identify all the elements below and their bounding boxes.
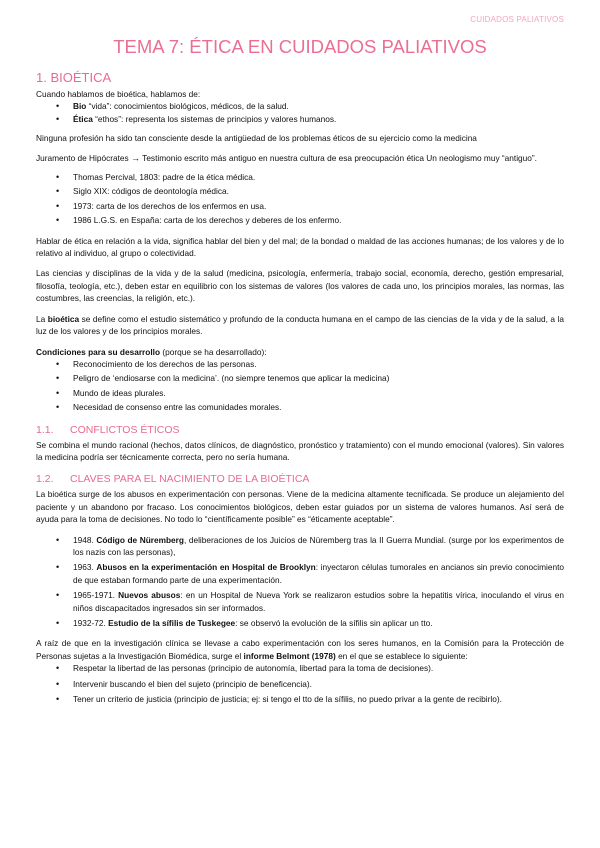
history-list (36, 171, 564, 227)
list-item: • 1986 L.G.S. en España: carta de los derechos y deberes de los enfermo. (36, 214, 564, 226)
list-item: • 1948. Código de Nüremberg, deliberaciones de los Juicios de Nüremberg tras la II Guerra Mundial. (surge por los experimentos de los nazis con las personas), (36, 534, 564, 559)
list-item: • 1973: carta de los derechos de los enfermos en usa. (36, 200, 564, 212)
paragraph-hablar: Hablar de ética en relación a la vida, significa hablar del bien y del mal; de la bondad o maldad de las acciones humanas; de los valores y de lo relativo al individuo, al grupo o colectividad. (36, 235, 564, 259)
list-item: • Reconocimiento de los derechos de las personas. (36, 358, 564, 370)
list-item: • 1932-72. Estudio de la sífilis de Tuskegee: se observó la evolución de la sífilis sin aplicar un tto. (36, 617, 564, 629)
paragraph-conflictos: Se combina el mundo racional (hechos, datos clínicos, de diagnóstico, pronóstico y tratamiento) con el mundo emocional (valores). Sin valores la medicina podría ser técnicamente correcta, pero no sería humana. (36, 439, 564, 462)
paragraph-juramento: Juramento de Hipócrates → Testimonio escrito más antiguo en nuestra cultura de esa preocupación ética Un neologismo muy “antiguo”. (36, 152, 537, 163)
paragraph-belmont: A raíz de que en la investigación clínica se llevase a cabo experimentación con los seres humanos, en la Comisión para la Protección de Personas sujetas a la Investigación Biomédica, surge el informe Belmont (1978) en el que se establece lo siguiente: (36, 638, 564, 661)
list-item: • Bio “vida”: conocimientos biológicos, médicos, de la salud. (36, 100, 564, 112)
paragraph-definicion: La bioética se define como el estudio sistemático y profundo de la conducta humana en el campo de las ciencias de la vida y de la salud, a la luz de los valores y de los principios morales. (36, 313, 564, 337)
definition-list (36, 100, 564, 125)
list-item: • Mundo de ideas plurales. (36, 387, 564, 399)
list-item: • 1965-1971. Nuevos abusos: en un Hospital de Nueva York se realizaron estudios sobre la hepatitis vírica, inoculando el virus en niños discapacitados ingresados sin ser informados. (36, 589, 564, 614)
conditions-list (36, 358, 564, 414)
list-item: • Peligro de ‘endiosarse con la medicina’. (no siempre tenemos que aplicar la medicina) (36, 372, 564, 384)
section-heading-bioetica: 1. BIOÉTICA (36, 70, 112, 85)
arrow-right-icon: → (131, 152, 141, 163)
list-item: • Thomas Percival, 1803: padre de la ética médica. (36, 171, 564, 183)
list-item: • Ética “ethos”: representa los sistemas de principios y valores humanos. (36, 113, 564, 125)
page-title: TEMA 7: ÉTICA EN CUIDADOS PALIATIVOS (113, 36, 487, 57)
list-item: • Tener un criterio de justicia (principio de justicia; ej: si tengo el tto de la sífilis, no puedo privar a la gente de recibirlo). (36, 693, 564, 705)
list-item: • Intervenir buscando el bien del sujeto (principio de beneficencia). (36, 678, 564, 690)
paragraph-ciencias: Las ciencias y disciplinas de la vida y de la salud (medicina, psicología, enfermería, trabajo social, economía, derecho, gestión empresarial, filosofía, teología, etc.), deben estar en equilibrio con los sistemas de valores (los valores de cada uno, los principios morales, las normas, las costumbres, las creencias, la religión, etc.). (36, 268, 564, 304)
running-header: CUIDADOS PALIATIVOS (470, 15, 564, 24)
paragraph-intro: Cuando hablamos de bioética, hablamos de: (36, 89, 201, 99)
principles-list (36, 662, 564, 705)
events-list (36, 534, 564, 630)
paragraph-claves: La bioética surge de los abusos en experimentación con personas. Viene de la medicina altamente tecnificada. Se produce un alejamiento del paciente y un abandono por fracaso. Los conocimientos biológicos, deben estar guiados por un sistema de valores humanos. Así será de ayuda para la toma de decisiones. No todo lo “científicamente posible” es “éticamente aceptable”. (36, 489, 564, 525)
paragraph-ninguna: Ninguna profesión ha sido tan consciente desde la antigüedad de los problemas éticos de su ejercicio como la medicina (36, 133, 477, 144)
list-item: • Siglo XIX: códigos de deontología médica. (36, 185, 564, 197)
list-item: • Necesidad de consenso entre las comunidades morales. (36, 401, 564, 413)
section-heading-conflictos: 1.1. CONFLICTOS ÉTICOS (36, 423, 180, 436)
list-item: • 1963. Abusos en la experimentación en Hospital de Brooklyn: inyectaron células tumorales en ancianos sin previo conocimiento de que estaban formando parte de una experimentación. (36, 561, 564, 586)
list-item: • Respetar la libertad de las personas (principio de autonomía, libertad para la toma de decisiones). (36, 662, 564, 674)
paragraph-condiciones: Condiciones para su desarrollo (porque se ha desarrollado): (36, 346, 267, 357)
section-heading-claves: 1.2. CLAVES PARA EL NACIMIENTO DE LA BIOÉTICA (36, 473, 310, 486)
document-body (36, 70, 564, 705)
